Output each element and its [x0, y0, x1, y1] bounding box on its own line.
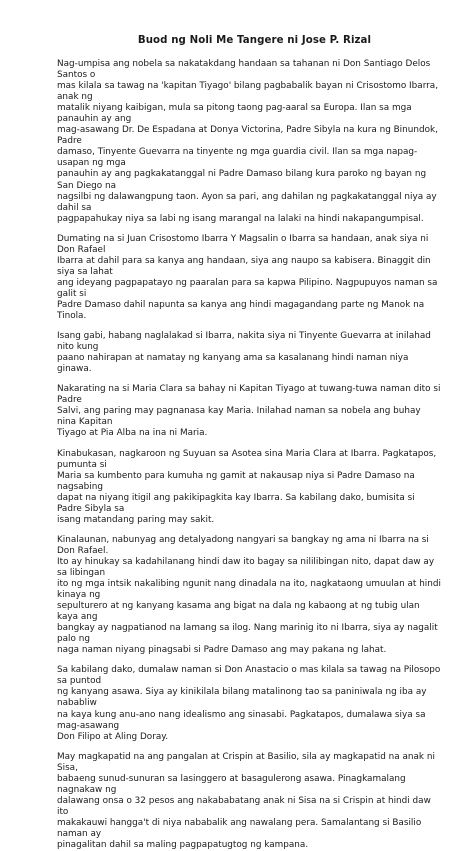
document-title: Buod ng Noli Me Tangere ni Jose P. Rizal	[137, 35, 372, 46]
paragraph-7: Sa kabilang dako, dumalaw naman si Don Anastacio o mas kilala sa tawag na Pilosopo sa puntod ng kanyang asawa. Siya ay kinikilala bilang matalinong tao sa paniniwala ng iba ay nababliw na kaya kung anu-ano nang idealismo ang sinasabi. Pagkatapos, dumalawa siya sa mag-asawang Don Filipo at Aling Doray.	[57, 665, 441, 742]
paragraph-3: Isang gabi, habang naglalakad si Ibarra, nakita siya ni Tinyente Guevarra at inilahad nito kung paano nahirapan at namatay ng kanyang ama sa kasalanang hindi naman niya ginawa.	[57, 331, 431, 375]
paragraph-8: May magkapatid na ang pangalan at Crispin at Basilio, sila ay magkapatid na anak ni Sisa, babaeng sunud-sunuran sa lasinggero at basagulerong asawa. Pinagkamalang nagnakaw ng dalawang onsa o 32 pesos ang nakababatang anak ni Sisa na si Crispin at hindi daw ito makakauwi hangga't di niya nababalik ang nawalang pera. Samalantang si Basilio naman ay pinagalitan dahil sa maling pagpapatugtog ng kampana.	[57, 751, 435, 851]
paragraph-1: Nag-umpisa ang nobela sa nakatakdang handaan sa tahanan ni Don Santiago Delos Santos o mas kilala sa tawag na 'kapitan Tiyago' bilang pagbabalik bayan ni Crisostomo Ibarra, anak ng matalik niyang kaibigan, mula sa pitong taong pag-aaral sa Europa. Ilan sa mga panauhin ay ang mag-asawang Dr. De Espadana at Donya Victorina, Padre Sibyla na kura ng Binundok, Padre damaso, Tinyente Guevarra na tinyente ng mga guardia civil. Ilan sa mga napag-usapan ng mga panauhin ay ang pagkakatanggal ni Padre Damaso bilang kura paroko ng bayan ng San Diego na nagsilbi ng dalawangpung taon. Ayon sa pari, ang dahilan ng pagkakatanggal niya ay dahil sa pagpapahukay niya sa labi ng isang marangal na lalaki na hindi nakapangumpisal.	[57, 59, 439, 224]
paragraph-4: Nakarating na si Maria Clara sa bahay ni Kapitan Tiyago at tuwang-tuwa naman dito si Padre Salvi, ang paring may pagnanasa kay Maria. Inilahad naman sa nobela ang buhay nina Kapitan Tiyago at Pia Alba na ina ni Maria.	[57, 384, 441, 439]
paragraph-5: Kinabukasan, nagkaroon ng Suyuan sa Asotea sina Maria Clara at Ibarra. Pagkatapos, pumunta si Maria sa kumbento para kumuha ng gamit at nakausap niya si Padre Damaso na nagsabing dapat na niyang itigil ang pakikipagkita kay Ibarra. Sa kabilang dako, bumisita si Padre Sibyla sa isang matandang paring may sakit.	[57, 448, 437, 525]
paragraph-2: Dumating na si Juan Crisostomo Ibarra Y Magsalin o Ibarra sa handaan, anak siya ni Don Rafael Ibarra at dahil para sa kanya ang handaan, siya ang naupo sa kabisera. Binaggit din siya sa lahat ang ideyang pagpapatayo ng paaralan para sa kapwa Pilipino. Nagpupuyos naman sa galit si Padre Damaso dahil napunta sa kanya ang hindi magagandang parte ng Manok na Tinola.	[57, 233, 438, 322]
paragraph-6: Kinalaunan, nabunyag ang detalyadong nangyari sa bangkay ng ama ni Ibarra na si Don Rafael. Ito ay hinukay sa kadahilanang hindi daw ito bagay sa nililibingan nito, dapat daw ay sa libingan ito ng mga intsik nakalibing ngunit nang dinadala na ito, nagkataong umuulan at hindi kinaya ng sepulturero at ng kanyang kasama ang bigat na dala ng kabaong at ng tubig ulan kaya ang bangkay ay nagpatianod na lamang sa ilog. Nang marinig ito ni Ibarra, siya ay nagalit palo ng naga naman niyang pinagsabi si Padre Damaso ang may pakana ng lahat.	[57, 534, 441, 656]
